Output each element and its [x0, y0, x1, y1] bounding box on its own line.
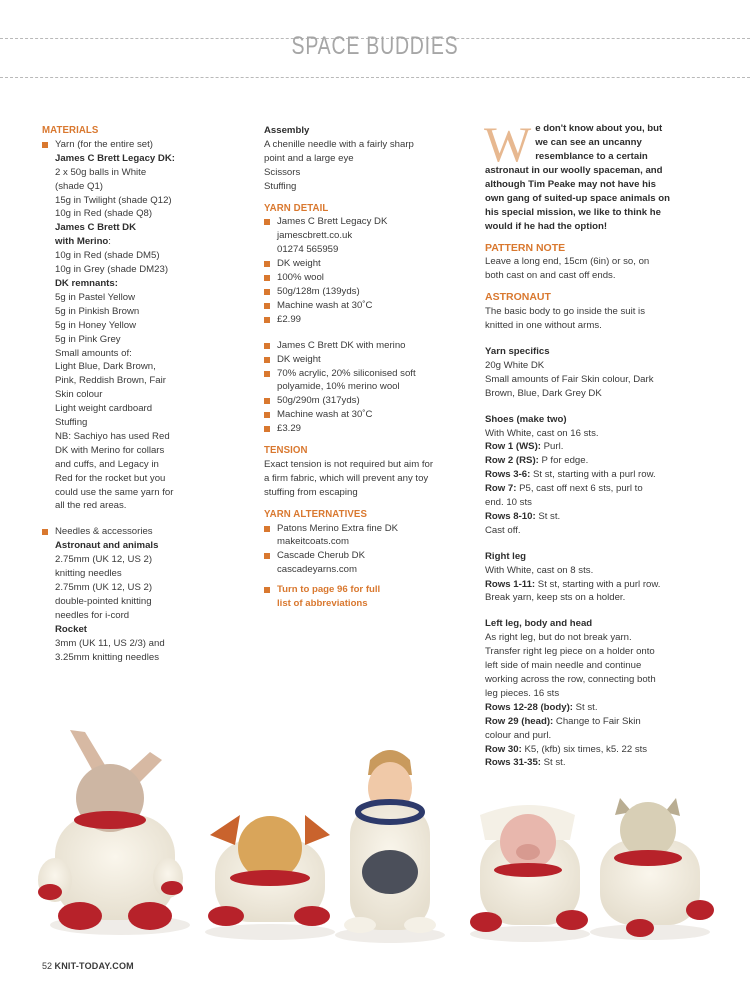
text-line: With White, cast on 8 sts.	[485, 564, 594, 576]
list-item: 10g in Red (shade DM5)	[55, 250, 160, 262]
pattern-row	[485, 482, 707, 496]
materials-heading: MATERIALS	[42, 124, 99, 136]
spacer	[485, 333, 707, 345]
text-line: both cast on and cast off ends.	[485, 270, 616, 282]
text-line: As right leg, but do not break yarn.	[485, 632, 632, 644]
text-line: although Tim Peake may not have his	[485, 178, 656, 190]
row-text: St st.	[535, 510, 561, 522]
list-item: A chenille needle with a fairly sharp	[264, 138, 414, 150]
row-text: K5, (kfb) six times, k5. 22 sts	[521, 743, 648, 755]
row-label: Rows 1-11:	[485, 578, 536, 590]
spacer	[485, 234, 707, 240]
assembly-list	[264, 138, 474, 194]
list-item: all the red areas.	[55, 500, 127, 512]
list-item: (shade Q1)	[55, 180, 103, 192]
list-item: double-pointed knitting	[55, 595, 152, 607]
yarn-specifics-heading: Yarn specifics	[485, 345, 550, 357]
row-text: St st.	[572, 701, 598, 713]
list-item: 10g in Grey (shade DM23)	[55, 264, 169, 276]
left-leg-heading: Left leg, body and head	[485, 618, 593, 630]
list-item: 2 x 50g balls in White	[55, 166, 147, 178]
legacy-list	[42, 166, 252, 222]
row-text: P5, cast off next 6 sts, purl to	[516, 483, 643, 495]
list-item: needles for i-cord	[55, 609, 130, 621]
pattern-row	[485, 468, 707, 482]
text-line: a firm fabric, which will prevent any toy	[264, 472, 429, 484]
tension-text	[264, 458, 474, 500]
list-item: and cuffs, and Legacy in	[55, 458, 159, 470]
row-label: Row 29 (head):	[485, 715, 554, 727]
assembly-heading: Assembly	[264, 125, 310, 136]
astronaut-needles-list	[42, 553, 252, 623]
list-item: 2.75mm (UK 12, US 2)	[55, 582, 153, 593]
yarn2-spec: Machine wash at 30˚C	[264, 408, 474, 422]
text-line: colour and purl.	[485, 729, 552, 741]
materials-column	[42, 122, 252, 664]
list-item: point and a large eye	[264, 152, 354, 164]
yarn1-phone: 01274 565959	[277, 244, 339, 256]
knitted-dog	[205, 815, 335, 940]
list-item: 5g in Honey Yellow	[55, 319, 137, 331]
pattern-row	[485, 510, 707, 524]
list-item: Red for the rocket but you	[55, 472, 166, 484]
yarn1-website: jamescbrett.co.uk	[277, 230, 353, 242]
merino-heading: James C Brett DK	[55, 222, 137, 234]
text-line: knitted in one without arms.	[485, 320, 602, 332]
yarn1-spec: 100% wool	[264, 271, 474, 285]
list-item: 10g in Red (shade Q8)	[55, 208, 153, 220]
pattern-row	[485, 701, 707, 715]
row-text: St st.	[540, 757, 566, 769]
row-label: Rows 3-6:	[485, 469, 531, 481]
abbreviations-link[interactable]: Turn to page 96 for full	[264, 583, 474, 597]
alt-yarn-1: Patons Merino Extra fine DK	[264, 522, 474, 536]
merino-heading-colon: :	[108, 236, 111, 248]
spacer	[264, 327, 474, 339]
merino-list	[42, 249, 252, 277]
drop-cap: W	[484, 116, 532, 172]
knitted-toys-photo	[0, 720, 750, 950]
text-line: Break yarn, keep sts on a holder.	[485, 592, 626, 604]
yarn-bullet: Yarn (for the entire set)	[42, 138, 252, 152]
list-item: 15g in Twilight (shade Q12)	[55, 194, 172, 206]
text-line: working across the row, connecting both	[485, 674, 656, 685]
row-label: Row 7:	[485, 483, 517, 495]
row-text: St st, starting with a purl row.	[535, 578, 661, 590]
list-item: Skin colour	[55, 389, 103, 401]
list-item: Stuffing	[55, 417, 88, 429]
list-item: Stuffing	[264, 180, 297, 192]
alt-yarn-1-site: makeitcoats.com	[277, 536, 349, 548]
list-item: Light weight cardboard	[55, 403, 153, 415]
text-line: leg pieces. 16 sts	[485, 687, 560, 699]
text-line: With White, cast on 16 sts.	[485, 427, 599, 439]
list-item: knitting needles	[55, 568, 122, 580]
text-line: e don't know about you, but	[535, 123, 663, 134]
yarn2-spec: DK weight	[264, 353, 474, 367]
row-text: P for edge.	[538, 455, 589, 467]
yarn2-name: James C Brett DK with merino	[264, 339, 474, 353]
text-line: The basic body to go inside the suit is	[485, 306, 645, 318]
text-line: his special mission, we like to think he	[485, 206, 661, 218]
text-line: Leave a long end, 15cm (6in) or so, on	[485, 256, 650, 268]
right-leg-heading: Right leg	[485, 550, 527, 562]
list-item: 5g in Pinkish Brown	[55, 305, 140, 317]
text-line: end. 10 sts	[485, 497, 532, 509]
spacer	[264, 500, 474, 506]
tension-heading: TENSION	[264, 444, 308, 457]
list-item: 3mm (UK 11, US 2/3) and	[55, 637, 165, 649]
knitted-rabbit	[38, 730, 190, 935]
row-label: Rows 31-35:	[485, 757, 541, 769]
spacer	[485, 605, 707, 617]
row-label: Row 1 (WS):	[485, 441, 541, 453]
text-line: Brown, Blue, Dark Grey DK	[485, 387, 602, 399]
text-line: Small amounts of Fair Skin colour, Dark	[485, 373, 654, 385]
pattern-note-heading: PATTERN NOTE	[485, 241, 566, 254]
text-line: astronaut in our woolly spaceman, and	[485, 165, 663, 176]
row-label: Row 2 (RS):	[485, 455, 539, 467]
text-line: stuffing from escaping	[264, 486, 358, 498]
text-line: own gang of suited-up space animals on	[485, 192, 670, 204]
yarn1-spec: Machine wash at 30˚C	[264, 299, 474, 313]
list-item: Pink, Reddish Brown, Fair	[55, 375, 166, 387]
page-number: 52	[42, 961, 53, 971]
needles-bullet: Needles & accessories	[42, 525, 252, 539]
merino-heading-line-2	[42, 235, 252, 249]
knitted-pig	[470, 805, 590, 942]
yarn-detail-heading: YARN DETAIL	[264, 201, 329, 214]
list-item: 5g in Pastel Yellow	[55, 291, 136, 303]
rocket-list	[42, 637, 252, 665]
remnants-list	[42, 291, 252, 514]
footer-site[interactable]: KNIT-TODAY.COM	[54, 961, 134, 971]
list-item: Small amounts of:	[55, 347, 132, 359]
remnants-heading: DK remnants:	[55, 277, 118, 289]
page-title: SPACE BUDDIES	[291, 32, 459, 60]
astronaut-needles-heading: Astronaut and animals	[55, 540, 159, 552]
list-item: Scissors	[264, 166, 301, 178]
row-label: Row 30:	[485, 743, 522, 755]
list-item: 3.25mm knitting needles	[55, 651, 159, 663]
astronaut-heading: ASTRONAUT	[485, 291, 551, 304]
pattern-column	[484, 116, 707, 770]
yarn1-price: £2.99	[264, 313, 474, 327]
header-rule-bottom	[0, 77, 750, 78]
yarn2-price: £3.29	[264, 422, 474, 436]
text-line: 20g White DK	[485, 359, 545, 371]
text-line: Cast off.	[485, 524, 521, 536]
yarn1-name: James C Brett Legacy DK	[264, 215, 474, 229]
text-line: resemblance to a certain	[535, 150, 648, 162]
list-item: 2.75mm (UK 12, US 2)	[55, 554, 153, 566]
pattern-row	[485, 454, 707, 468]
row-text: Purl.	[540, 441, 564, 453]
knitted-astronaut	[335, 750, 445, 943]
text-line: we can see an uncanny	[535, 136, 642, 148]
spacer	[42, 513, 252, 525]
intro-paragraph	[484, 116, 707, 234]
rocket-heading: Rocket	[55, 623, 87, 635]
abbreviations-link-cont[interactable]: list of abbreviations	[277, 598, 368, 610]
yarn1-spec: DK weight	[264, 257, 474, 271]
yarn2-spec: 50g/290m (317yds)	[264, 394, 474, 408]
yarn1-spec: 50g/128m (139yds)	[264, 285, 474, 299]
pattern-row	[485, 578, 707, 592]
pattern-row	[485, 440, 707, 454]
knitted-cat	[590, 798, 714, 940]
list-item: 5g in Pink Grey	[55, 333, 121, 345]
spacer	[264, 194, 474, 200]
text-line: left side of main needle and continue	[485, 660, 642, 672]
list-item: Light Blue, Dark Brown,	[55, 361, 156, 373]
row-text: Change to Fair Skin	[553, 715, 641, 727]
page-footer	[42, 960, 134, 974]
yarn-detail-column	[264, 122, 474, 611]
spacer	[264, 436, 474, 442]
shoes-heading: Shoes (make two)	[485, 413, 567, 425]
row-label: Rows 8-10:	[485, 510, 536, 522]
text-line: Exact tension is not required but aim for	[264, 458, 434, 470]
legacy-heading: James C Brett Legacy DK:	[55, 152, 175, 164]
spacer	[485, 283, 707, 289]
yarn2-fibre-cont: polyamide, 10% merino wool	[277, 381, 400, 393]
text-line: Transfer right leg piece on a holder onto	[485, 646, 655, 658]
list-item: NB: Sachiyo has used Red	[55, 430, 170, 442]
spacer	[485, 401, 707, 413]
list-item: DK with Merino for collars	[55, 444, 165, 456]
yarn2-fibre: 70% acrylic, 20% siliconised soft	[264, 367, 474, 381]
text-line: would if he had the option!	[485, 220, 608, 232]
row-text: St st, starting with a purl row.	[530, 469, 656, 481]
spacer	[485, 538, 707, 550]
alt-yarn-2: Cascade Cherub DK	[264, 549, 474, 563]
alt-yarn-2-site: cascadeyarns.com	[277, 564, 357, 576]
row-label: Rows 12-28 (body):	[485, 701, 573, 713]
list-item: could use the same yarn for	[55, 486, 174, 498]
yarn-alternatives-heading: YARN ALTERNATIVES	[264, 507, 368, 520]
merino-heading-bold: with Merino	[55, 236, 109, 248]
